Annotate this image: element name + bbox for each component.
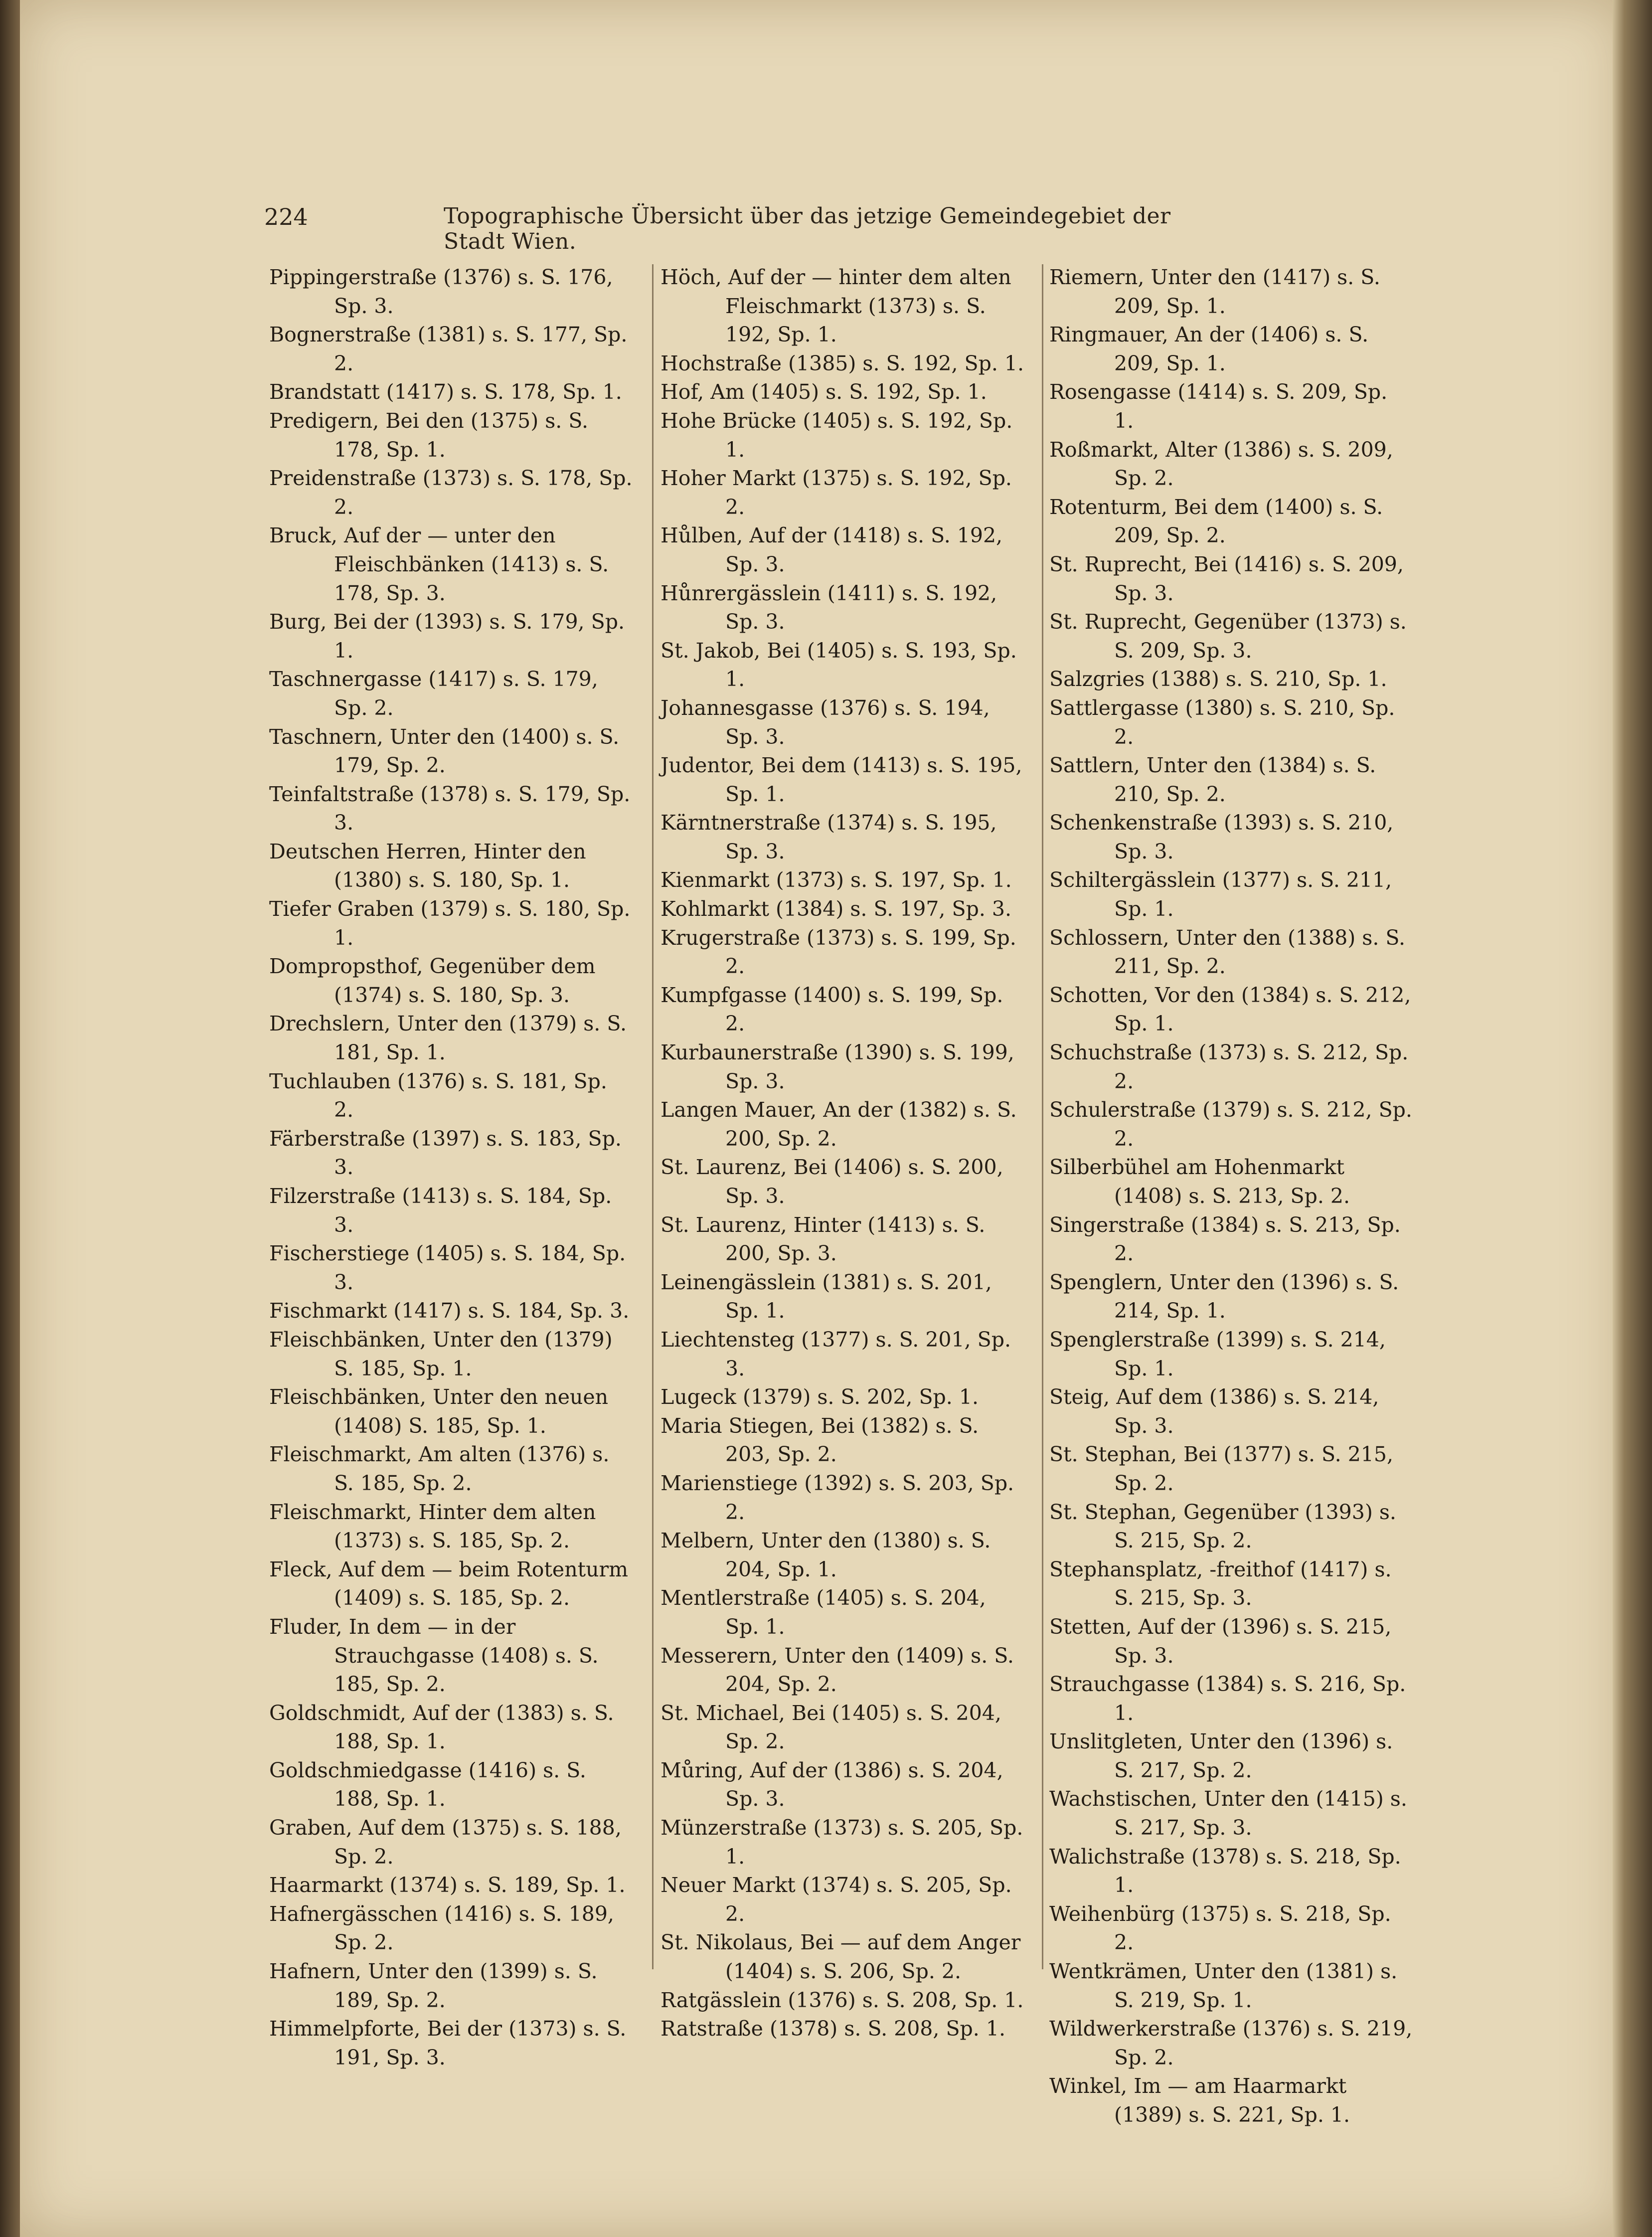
index-entry: Preidenstraße (1373) s. S. 178, Sp. 2. bbox=[269, 466, 633, 519]
index-entry: Johannesgasse (1376) s. S. 194, Sp. 3. bbox=[661, 695, 990, 749]
index-entry: Haarmarkt (1374) s. S. 189, Sp. 1. bbox=[269, 1873, 626, 1897]
index-entry: Himmelpforte, Bei der (1373) s. S. 191, Sp. 3. bbox=[269, 2017, 627, 2069]
index-entry: Roßmarkt, Alter (1386) s. S. 209, Sp. 2. bbox=[1049, 437, 1393, 491]
index-entry: Predigern, Bei den (1375) s. S. 178, Sp. 1. bbox=[269, 408, 589, 462]
index-entry: Lugeck (1379) s. S. 202, Sp. 1. bbox=[661, 1385, 979, 1409]
index-entry: Riemern, Unter den (1417) s. S. 209, Sp. 1. bbox=[1049, 265, 1380, 318]
index-entry: Fleischbänken, Unter den neuen (1408) S. 185, Sp. 1. bbox=[269, 1385, 609, 1438]
index-entry: Steig, Auf dem (1386) s. S. 214, Sp. 3. bbox=[1049, 1385, 1379, 1438]
index-entry: Schulerstraße (1379) s. S. 212, Sp. 2. bbox=[1049, 1098, 1412, 1151]
index-entry: Můring, Auf der (1386) s. S. 204, Sp. 3. bbox=[661, 1758, 1003, 1811]
index-entry: Brandstatt (1417) s. S. 178, Sp. 1. bbox=[269, 380, 622, 404]
index-entry: Fischmarkt (1417) s. S. 184, Sp. 3. bbox=[269, 1299, 630, 1323]
index-entry: Wachstischen, Unter den (1415) s. S. 217, Sp. 3. bbox=[1049, 1787, 1407, 1840]
page-title: Topographische Übersicht über das jetzige Gemeindegebiet der Stadt Wien. bbox=[444, 203, 1171, 254]
index-entry: Schlossern, Unter den (1388) s. S. 211, Sp. 2. bbox=[1049, 925, 1406, 979]
index-entry: Schuchstraße (1373) s. S. 212, Sp. 2. bbox=[1049, 1040, 1409, 1093]
column-divider bbox=[652, 264, 654, 1969]
index-entry: St. Laurenz, Bei (1406) s. S. 200, Sp. 3. bbox=[661, 1155, 1003, 1208]
index-entry: St. Jakob, Bei (1405) s. S. 193, Sp. 1. bbox=[661, 638, 1017, 691]
index-entry: Ratstraße (1378) s. S. 208, Sp. 1. bbox=[661, 2017, 1005, 2041]
index-entry: Kumpfgasse (1400) s. S. 199, Sp. 2. bbox=[661, 983, 1003, 1036]
index-entry: Marienstiege (1392) s. S. 203, Sp. 2. bbox=[661, 1471, 1014, 1524]
index-entry: St. Stephan, Gegenüber (1393) s. S. 215, Sp. 2. bbox=[1049, 1500, 1396, 1553]
index-entry: Tuchlauben (1376) s. S. 181, Sp. 2. bbox=[269, 1069, 607, 1122]
index-entry: Silberbühel am Hohenmarkt (1408) s. S. 213, Sp. 2. bbox=[1049, 1155, 1350, 1208]
index-entry: Kurbaunerstraße (1390) s. S. 199, Sp. 3. bbox=[661, 1040, 1014, 1093]
index-entry: Höch, Auf der — hinter dem alten Fleischmarkt (1373) s. S. 192, Sp. 1. bbox=[661, 265, 1011, 347]
index-entry: Drechslern, Unter den (1379) s. S. 181, Sp. 1. bbox=[269, 1012, 627, 1065]
index-entry: Ratgässlein (1376) s. S. 208, Sp. 1. bbox=[661, 1988, 1024, 2012]
index-entry: Liechtensteg (1377) s. S. 201, Sp. 3. bbox=[661, 1327, 1011, 1380]
index-entry: Stephansplatz, -freithof (1417) s. S. 215, Sp. 3. bbox=[1049, 1557, 1392, 1610]
index-entry: Winkel, Im — am Haarmarkt (1389) s. S. 221, Sp. 1. bbox=[1049, 2074, 1350, 2127]
index-entry: Goldschmiedgasse (1416) s. S. 188, Sp. 1. bbox=[269, 1758, 586, 1811]
index-entry: Krugerstraße (1373) s. S. 199, Sp. 2. bbox=[661, 925, 1016, 979]
index-entry: Filzerstraße (1413) s. S. 184, Sp. 3. bbox=[269, 1184, 612, 1237]
index-entry: Hůnrergässlein (1411) s. S. 192, Sp. 3. bbox=[661, 581, 997, 634]
index-entry: St. Ruprecht, Gegenüber (1373) s. S. 209, Sp. 3. bbox=[1049, 610, 1407, 663]
index-column-3 bbox=[1049, 263, 1413, 2130]
index-entry: Fleischmarkt, Hinter dem alten (1373) s. S. 185, Sp. 2. bbox=[269, 1500, 596, 1553]
index-entry: Maria Stiegen, Bei (1382) s. S. 203, Sp. 2. bbox=[661, 1413, 979, 1467]
index-entry: Teinfaltstraße (1378) s. S. 179, Sp. 3. bbox=[269, 782, 631, 835]
index-entry: Fleischbänken, Unter den (1379) S. 185, Sp. 1. bbox=[269, 1327, 613, 1380]
index-entry: St. Laurenz, Hinter (1413) s. S. 200, Sp. 3. bbox=[661, 1212, 986, 1266]
index-entry: Goldschmidt, Auf der (1383) s. S. 188, Sp. 1. bbox=[269, 1701, 614, 1754]
index-entry: Bruck, Auf der — unter den Fleischbänken (1413) s. S. 178, Sp. 3. bbox=[269, 523, 609, 605]
index-entry: Spenglerstraße (1399) s. S. 214, Sp. 1. bbox=[1049, 1327, 1386, 1380]
index-entry: Dompropsthof, Gegenüber dem (1374) s. S. 180, Sp. 3. bbox=[269, 954, 596, 1007]
index-entry: Neuer Markt (1374) s. S. 205, Sp. 2. bbox=[661, 1873, 1012, 1926]
index-entry: St. Michael, Bei (1405) s. S. 204, Sp. 2. bbox=[661, 1701, 1001, 1754]
index-entry: Salzgries (1388) s. S. 210, Sp. 1. bbox=[1049, 667, 1387, 691]
index-entry: Fluder, In dem — in der Strauchgasse (1408) s. S. 185, Sp. 2. bbox=[269, 1614, 599, 1697]
index-entry: Sattlern, Unter den (1384) s. S. 210, Sp. 2. bbox=[1049, 753, 1376, 806]
index-entry: Mentlerstraße (1405) s. S. 204, Sp. 1. bbox=[661, 1586, 986, 1639]
index-entry: Wentkrämen, Unter den (1381) s. S. 219, Sp. 1. bbox=[1049, 1959, 1398, 2012]
index-entry: Wildwerkerstraße (1376) s. S. 219, Sp. 2. bbox=[1049, 2017, 1413, 2069]
index-entry: Rotenturm, Bei dem (1400) s. S. 209, Sp. 2. bbox=[1049, 495, 1383, 548]
column-divider bbox=[1042, 264, 1043, 1969]
index-entry: Sattlergasse (1380) s. S. 210, Sp. 2. bbox=[1049, 695, 1395, 749]
index-entry: Weihenbürg (1375) s. S. 218, Sp. 2. bbox=[1049, 1901, 1391, 1955]
index-entry: Singerstraße (1384) s. S. 213, Sp. 2. bbox=[1049, 1212, 1401, 1266]
index-entry: Bognerstraße (1381) s. S. 177, Sp. 2. bbox=[269, 323, 628, 375]
book-spine-shadow bbox=[0, 0, 20, 2237]
index-entry: Melbern, Unter den (1380) s. S. 204, Sp. 1. bbox=[661, 1529, 991, 1581]
page-edge bbox=[1613, 0, 1652, 2237]
index-entry: Burg, Bei der (1393) s. S. 179, Sp. 1. bbox=[269, 610, 625, 663]
index-entry: St. Ruprecht, Bei (1416) s. S. 209, Sp. 3. bbox=[1049, 552, 1404, 605]
index-entry: Hof, Am (1405) s. S. 192, Sp. 1. bbox=[661, 380, 987, 404]
index-entry: Deutschen Herren, Hinter den (1380) s. S. 180, Sp. 1. bbox=[269, 839, 586, 892]
index-entry: Stetten, Auf der (1396) s. S. 215, Sp. 3. bbox=[1049, 1614, 1392, 1668]
index-entry: Hoher Markt (1375) s. S. 192, Sp. 2. bbox=[661, 466, 1012, 519]
index-entry: Hůlben, Auf der (1418) s. S. 192, Sp. 3. bbox=[661, 523, 1003, 576]
index-entry: Fischerstiege (1405) s. S. 184, Sp. 3. bbox=[269, 1241, 626, 1294]
index-entry: Taschnergasse (1417) s. S. 179, Sp. 2. bbox=[269, 667, 598, 720]
index-entry: Färberstraße (1397) s. S. 183, Sp. 3. bbox=[269, 1126, 622, 1180]
index-entry: Walichstraße (1378) s. S. 218, Sp. 1. bbox=[1049, 1844, 1401, 1897]
index-entry: Münzerstraße (1373) s. S. 205, Sp. 1. bbox=[661, 1816, 1023, 1869]
index-entry: Spenglern, Unter den (1396) s. S. 214, Sp. 1. bbox=[1049, 1270, 1399, 1323]
index-entry: Kienmarkt (1373) s. S. 197, Sp. 1. bbox=[661, 868, 1012, 892]
index-entry: Schenkenstraße (1393) s. S. 210, Sp. 3. bbox=[1049, 811, 1394, 863]
index-entry: Schotten, Vor den (1384) s. S. 212, Sp. 1. bbox=[1049, 983, 1411, 1036]
page-number: 224 bbox=[264, 203, 308, 230]
index-entry: Langen Mauer, An der (1382) s. S. 200, Sp. 2. bbox=[661, 1098, 1017, 1151]
index-entry: Hohe Brücke (1405) s. S. 192, Sp. 1. bbox=[661, 408, 1013, 462]
index-entry: Rosengasse (1414) s. S. 209, Sp. 1. bbox=[1049, 380, 1388, 433]
index-entry: Judentor, Bei dem (1413) s. S. 195, Sp. 1. bbox=[661, 753, 1022, 806]
index-entry: Messerern, Unter den (1409) s. S. 204, Sp. 2. bbox=[661, 1643, 1014, 1697]
index-entry: Hochstraße (1385) s. S. 192, Sp. 1. bbox=[661, 351, 1024, 375]
index-entry: Ringmauer, An der (1406) s. S. 209, Sp. 1. bbox=[1049, 323, 1369, 375]
index-entry: Leinengässlein (1381) s. S. 201, Sp. 1. bbox=[661, 1270, 992, 1323]
index-entry: Kärntnerstraße (1374) s. S. 195, Sp. 3. bbox=[661, 811, 997, 863]
index-entry: Hafnern, Unter den (1399) s. S. 189, Sp. 2. bbox=[269, 1959, 598, 2012]
index-column-1 bbox=[269, 263, 633, 2072]
index-entry: Unslitgleten, Unter den (1396) s. S. 217, Sp. 2. bbox=[1049, 1729, 1393, 1782]
index-entry: Tiefer Graben (1379) s. S. 180, Sp. 1. bbox=[269, 897, 631, 950]
index-entry: Taschnern, Unter den (1400) s. S. 179, Sp. 2. bbox=[269, 724, 620, 778]
index-column-2 bbox=[661, 263, 1024, 2044]
index-entry: Graben, Auf dem (1375) s. S. 188, Sp. 2. bbox=[269, 1816, 622, 1869]
index-entry: Fleck, Auf dem — beim Rotenturm (1409) s. S. 185, Sp. 2. bbox=[269, 1557, 628, 1610]
running-header bbox=[264, 203, 1216, 254]
index-entry: St. Nikolaus, Bei — auf dem Anger (1404) s. S. 206, Sp. 2. bbox=[661, 1930, 1021, 1984]
index-entry: Strauchgasse (1384) s. S. 216, Sp. 1. bbox=[1049, 1672, 1406, 1725]
index-entry: Hafnergässchen (1416) s. S. 189, Sp. 2. bbox=[269, 1901, 614, 1955]
index-entry: Fleischmarkt, Am alten (1376) s. S. 185, Sp. 2. bbox=[269, 1442, 610, 1495]
index-entry: Pippingerstraße (1376) s. S. 176, Sp. 3. bbox=[269, 265, 613, 318]
index-entry: Kohlmarkt (1384) s. S. 197, Sp. 3. bbox=[661, 897, 1012, 921]
index-entry: St. Stephan, Bei (1377) s. S. 215, Sp. 2. bbox=[1049, 1442, 1394, 1495]
index-entry: Schiltergässlein (1377) s. S. 211, Sp. 1. bbox=[1049, 868, 1392, 921]
